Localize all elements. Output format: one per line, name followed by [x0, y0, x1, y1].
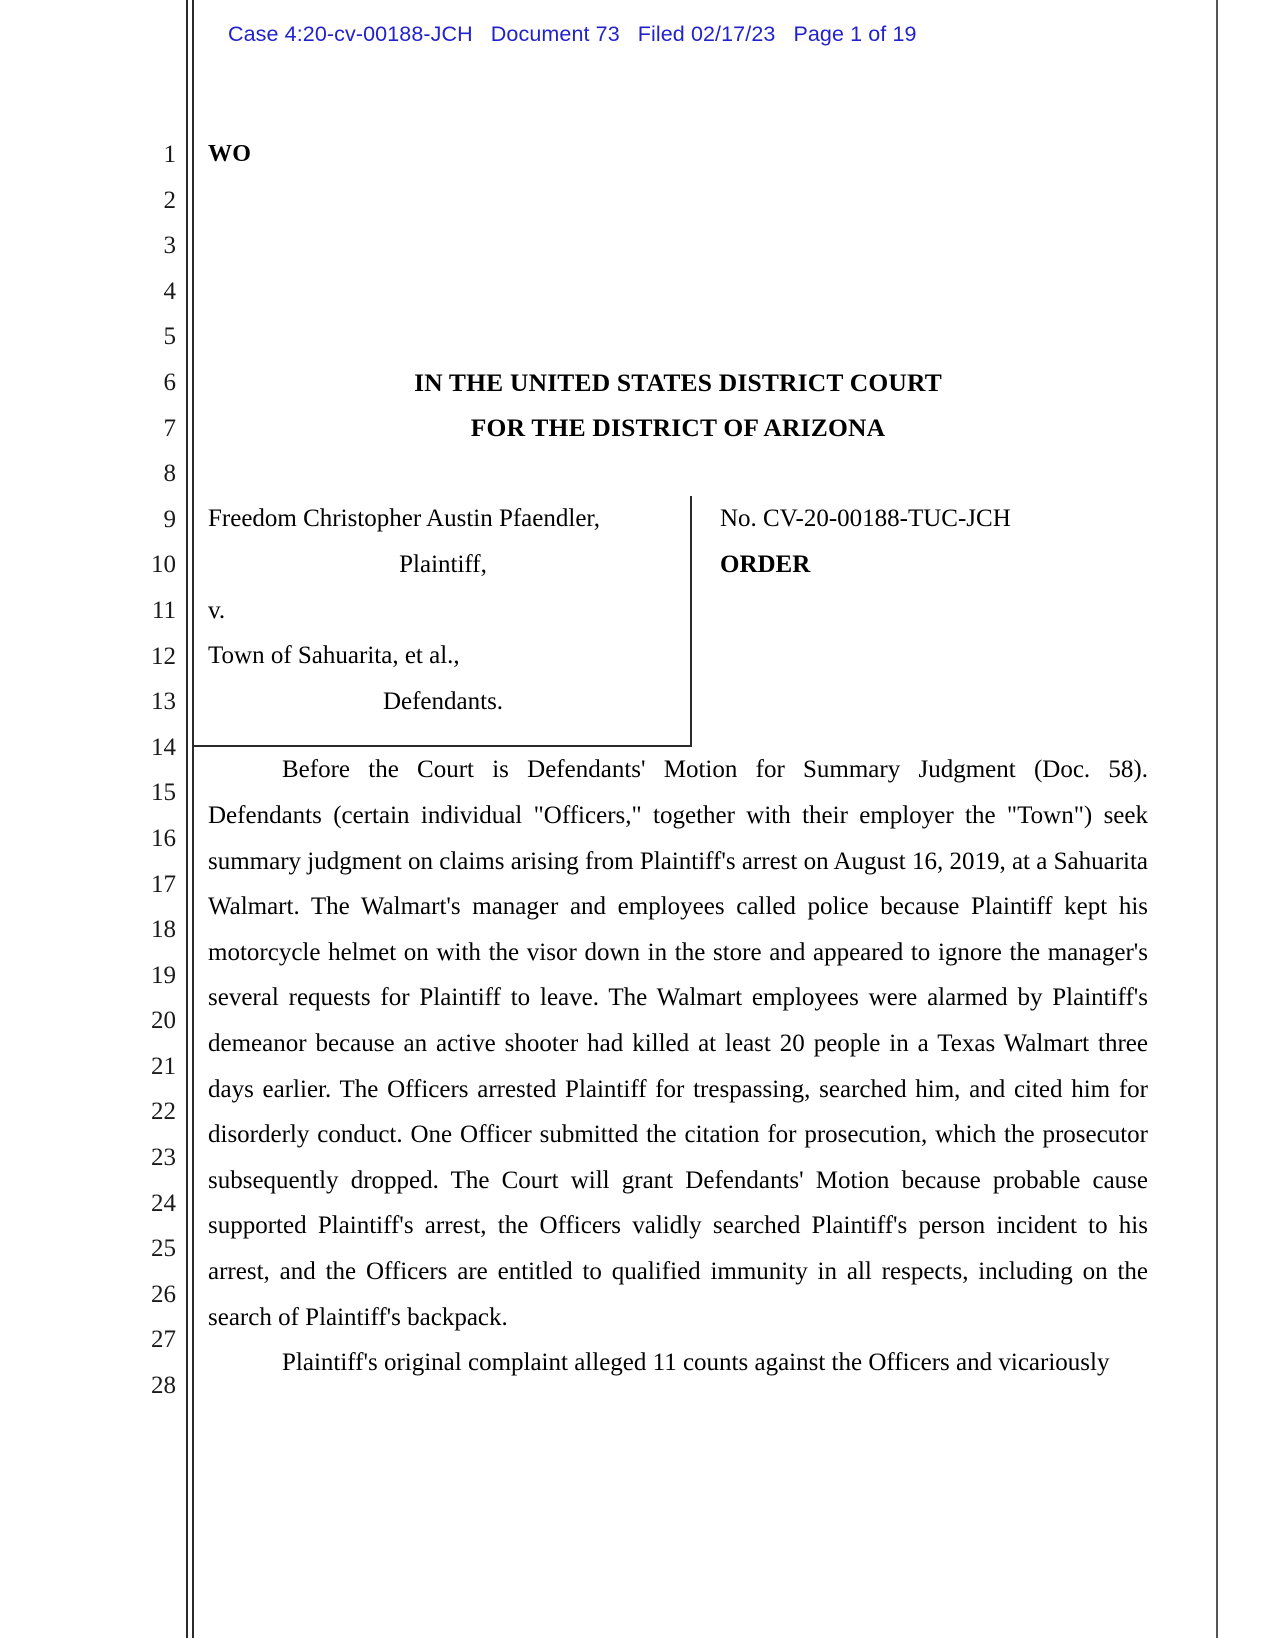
line-number: 7 — [163, 414, 176, 442]
document-content — [208, 132, 1148, 1386]
plaintiff-label: Plaintiff, — [399, 550, 487, 578]
line-number: 15 — [151, 779, 176, 807]
line-number: 4 — [163, 277, 176, 305]
court-title-line-2: FOR THE DISTRICT OF ARIZONA — [470, 413, 886, 443]
line-number: 19 — [151, 961, 176, 989]
line-number: 10 — [151, 551, 176, 579]
defendant-name: Town of Sahuarita, et al., — [208, 642, 460, 670]
line-number: 21 — [151, 1052, 176, 1080]
header-document-number: Document 73 — [490, 22, 620, 46]
court-title-line-1: IN THE UNITED STATES DISTRICT COURT — [414, 367, 942, 397]
defendant-label: Defendants. — [382, 687, 504, 715]
line-number: 12 — [151, 642, 176, 670]
line-number: 5 — [163, 323, 176, 351]
line-number: 8 — [163, 460, 176, 488]
line-number: 20 — [151, 1007, 176, 1035]
line-number: 3 — [163, 232, 176, 260]
header-page-number: Page 1 of 19 — [793, 22, 917, 46]
wo-marker: WO — [208, 141, 252, 167]
line-number: 6 — [163, 368, 176, 396]
left-margin-rule-inner — [192, 0, 194, 1638]
line-number: 17 — [151, 870, 176, 898]
versus-label: v. — [208, 596, 226, 624]
caption-spacer — [208, 451, 1148, 497]
order-body — [208, 747, 1148, 1385]
line-number: 24 — [151, 1189, 176, 1217]
line-number: 13 — [151, 688, 176, 716]
line-number: 14 — [151, 733, 176, 761]
line-number: 2 — [163, 186, 176, 214]
line-number: 1 — [163, 141, 176, 168]
line-number: 25 — [151, 1235, 176, 1263]
header-filed-date: Filed 02/17/23 — [637, 22, 776, 46]
left-margin-rule-outer — [186, 0, 188, 1638]
right-margin-rule — [1216, 0, 1218, 1638]
body-paragraph-2: Plaintiff's original complaint alleged 11 counts against the Officers and vicariously — [282, 1349, 1110, 1377]
plaintiff-name: Freedom Christopher Austin Pfaendler, — [208, 505, 600, 533]
line-number: 26 — [151, 1280, 176, 1308]
caption-vertical-divider — [690, 496, 692, 747]
line-number: 9 — [163, 505, 176, 533]
case-caption-block — [208, 496, 1148, 747]
caption-bottom-border — [192, 745, 690, 747]
order-title: ORDER — [720, 550, 811, 578]
header-case-number: Case 4:20-cv-00188-JCH — [228, 22, 473, 46]
line-number: 18 — [151, 916, 176, 944]
line-number-column — [120, 132, 176, 1409]
line-number: 22 — [151, 1098, 176, 1126]
ecf-header-stamp — [228, 22, 1188, 47]
body-paragraph-1: Before the Court is Defendants' Motion for Summary Judgment (Doc. 58). Defendants (certain individual "Officers," together with their employer the "Town") seek summary judgment on claims arising from Plaintiff's arrest on August 16, 2019, at a Sahuarita Walmart. The Walmart's manager and employees called police because Plaintiff kept his motorcycle helmet on with the visor down in the store and appeared to ignore the manager's several requests for Plaintiff to leave. The Walmart employees were alarmed by Plaintiff's demeanor because an active shooter had killed at least 20 people in a Texas Walmart three days earlier. The Officers arrested Plaintiff for trespassing, searched him, and cited him for disorderly conduct. One Officer submitted the citation for prosecution, which the prosecutor subsequently dropped. The Court will grant Defendants' Motion because probable cause supported Plaintiff's arrest, the Officers validly searched Plaintiff's person incident to his arrest, and the Officers are entitled to qualified immunity in all respects, including on the search of Plaintiff's backpack. — [208, 756, 1149, 1331]
caption-parties — [208, 496, 678, 724]
line-number: 16 — [151, 824, 176, 852]
line-number: 23 — [151, 1144, 176, 1172]
line-number: 11 — [151, 596, 176, 624]
caption-case-number: No. CV-20-00188-TUC-JCH — [720, 505, 1011, 533]
line-number: 28 — [151, 1372, 176, 1400]
title-spacer — [208, 178, 1148, 360]
caption-case-info — [720, 496, 1140, 587]
line-number: 27 — [151, 1326, 176, 1354]
